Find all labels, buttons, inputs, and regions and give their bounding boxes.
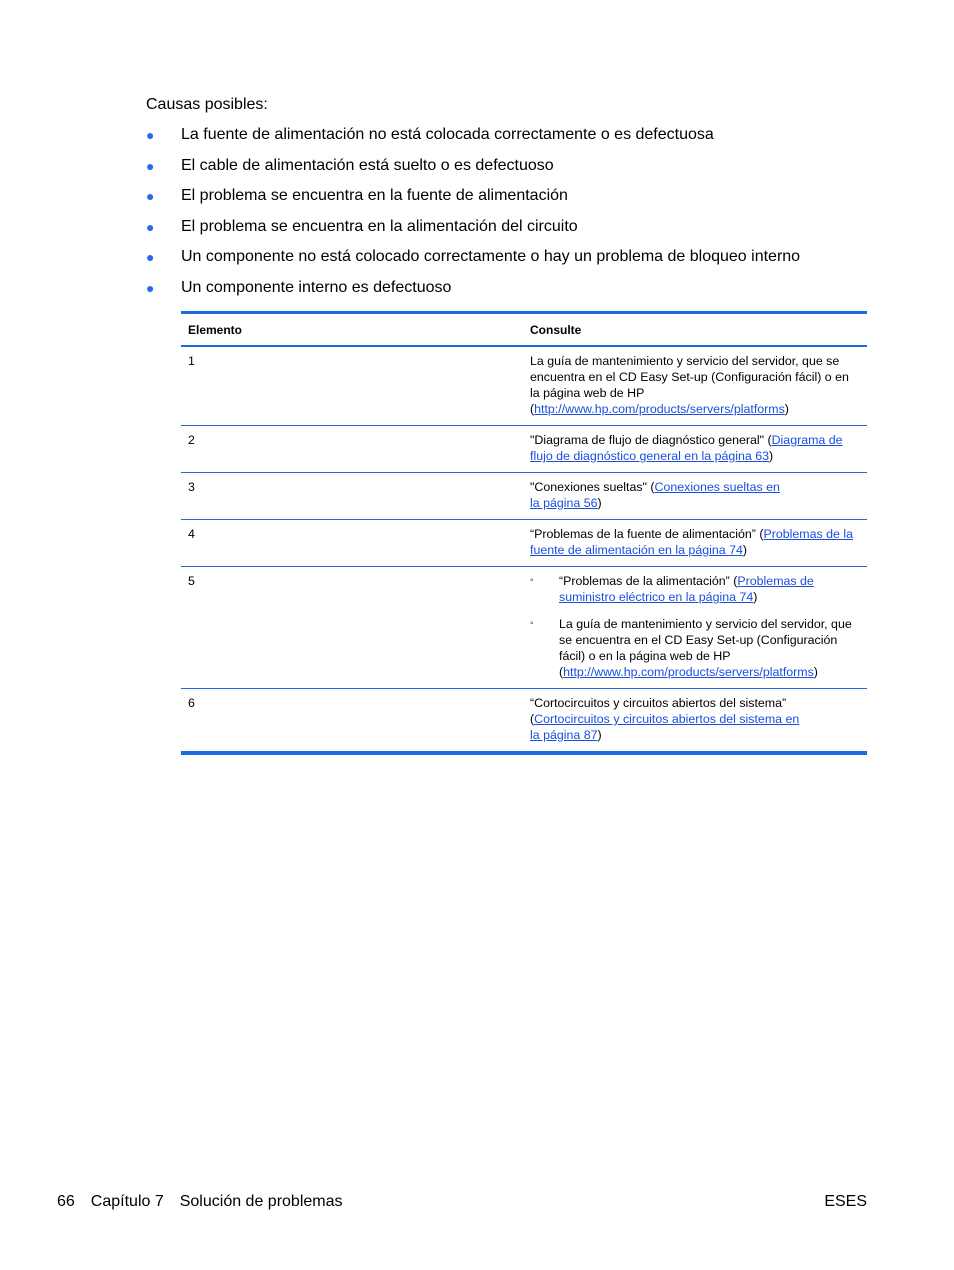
item-number: 2 [188, 433, 195, 447]
reference-cell [523, 426, 867, 472]
reference-suffix: ) [753, 590, 758, 604]
reference-cell [523, 347, 867, 425]
intro-text: Causas posibles: [146, 96, 268, 113]
reference-suffix: ) [784, 402, 789, 416]
chapter-title: Solución de problemas [179, 1193, 343, 1210]
item-number: 4 [188, 527, 195, 541]
list-item [146, 156, 866, 176]
list-item [146, 278, 866, 298]
cause-text: El problema se encuentra en la alimentación del circuito [181, 217, 578, 235]
item-number: 5 [188, 574, 195, 588]
reference-link[interactable]: Diagrama de flujo de diagnóstico general en la página 63 [530, 433, 843, 463]
reference-suffix: ) [742, 543, 748, 557]
page-number: 66 [57, 1193, 75, 1210]
reference-text: La guía de mantenimiento y servicio del servidor, que se encuentra en el CD Easy Set-up (Configuración fácil) o en la página web de HP ( [530, 354, 849, 416]
reference-link[interactable]: Problemas de suministro eléctrico en la página 74 [559, 574, 814, 604]
reference-suffix: ) [769, 449, 774, 463]
table-row [181, 689, 867, 751]
reference-link[interactable]: Conexiones sueltas en la página 56 [530, 480, 780, 510]
reference-text: “Problemas de la fuente de alimentación” ( [530, 527, 764, 541]
list-item [146, 186, 866, 206]
list-item [146, 125, 866, 145]
reference-suffix: ) [597, 728, 602, 742]
reference-cell [523, 689, 867, 751]
reference-suffix: ) [813, 665, 818, 679]
reference-link[interactable]: Cortocircuitos y circuitos abiertos del sistema en la página 87 [530, 712, 800, 742]
bullet-icon: ● [146, 127, 155, 143]
reference-cell [523, 520, 867, 566]
circle-bullet-icon: ◦ [530, 618, 534, 629]
reference-text: “Problemas de la alimentación” ( [559, 574, 738, 588]
sub-item [530, 573, 859, 605]
table-row [181, 473, 867, 520]
locale-code: ESES [824, 1193, 867, 1210]
cause-text: Un componente no está colocado correctamente o hay un problema de bloqueo interno [181, 248, 801, 266]
reference-link[interactable]: http://www.hp.com/products/servers/platforms [534, 402, 785, 416]
page-footer [57, 1192, 867, 1212]
cause-text: La fuente de alimentación no está colocada correctamente o es defectuosa [181, 126, 714, 143]
reference-text: “Cortocircuitos y circuitos abiertos del sistema” ( [530, 696, 787, 726]
chapter-label: Capítulo 7 [90, 1193, 164, 1210]
reference-text: "Conexiones sueltas" ( [530, 480, 655, 494]
reference-text: "Diagrama de flujo de diagnóstico general" ( [530, 433, 772, 447]
list-item [146, 247, 866, 267]
reference-link[interactable]: http://www.hp.com/products/servers/platforms [563, 665, 814, 679]
cause-text: Un componente interno es defectuoso [181, 278, 452, 296]
reference-cell [523, 473, 867, 519]
reference-text: La guía de mantenimiento y servicio del servidor, que se encuentra en el CD Easy Set-up (Configuración fácil) o en la página web de HP ( [559, 617, 852, 679]
header-consulte: Consulte [530, 322, 582, 337]
item-number: 3 [188, 480, 195, 494]
header-elemento: Elemento [188, 322, 243, 337]
bullet-icon: ● [146, 279, 155, 296]
item-number: 6 [188, 696, 195, 710]
causes-list [146, 125, 866, 309]
reference-suffix: ) [597, 496, 602, 510]
bullet-icon: ● [146, 157, 155, 174]
circle-bullet-icon: ◦ [530, 575, 534, 586]
table-row [181, 347, 867, 426]
table-row [181, 426, 867, 473]
table-row [181, 567, 867, 689]
reference-table [181, 311, 867, 755]
list-item [146, 217, 866, 237]
bullet-icon: ● [146, 218, 155, 235]
bullet-icon: ● [146, 249, 155, 266]
cause-text: El problema se encuentra en la fuente de alimentación [181, 187, 568, 205]
reference-link[interactable]: Problemas de la fuente de alimentación en la página 74 [530, 527, 854, 557]
sub-item [530, 616, 859, 680]
item-number: 1 [188, 354, 195, 368]
table-row [181, 520, 867, 567]
cause-text: El cable de alimentación está suelto o es defectuoso [181, 156, 554, 174]
bullet-icon: ● [146, 188, 155, 205]
reference-cell [523, 567, 867, 688]
table-header [181, 314, 867, 347]
